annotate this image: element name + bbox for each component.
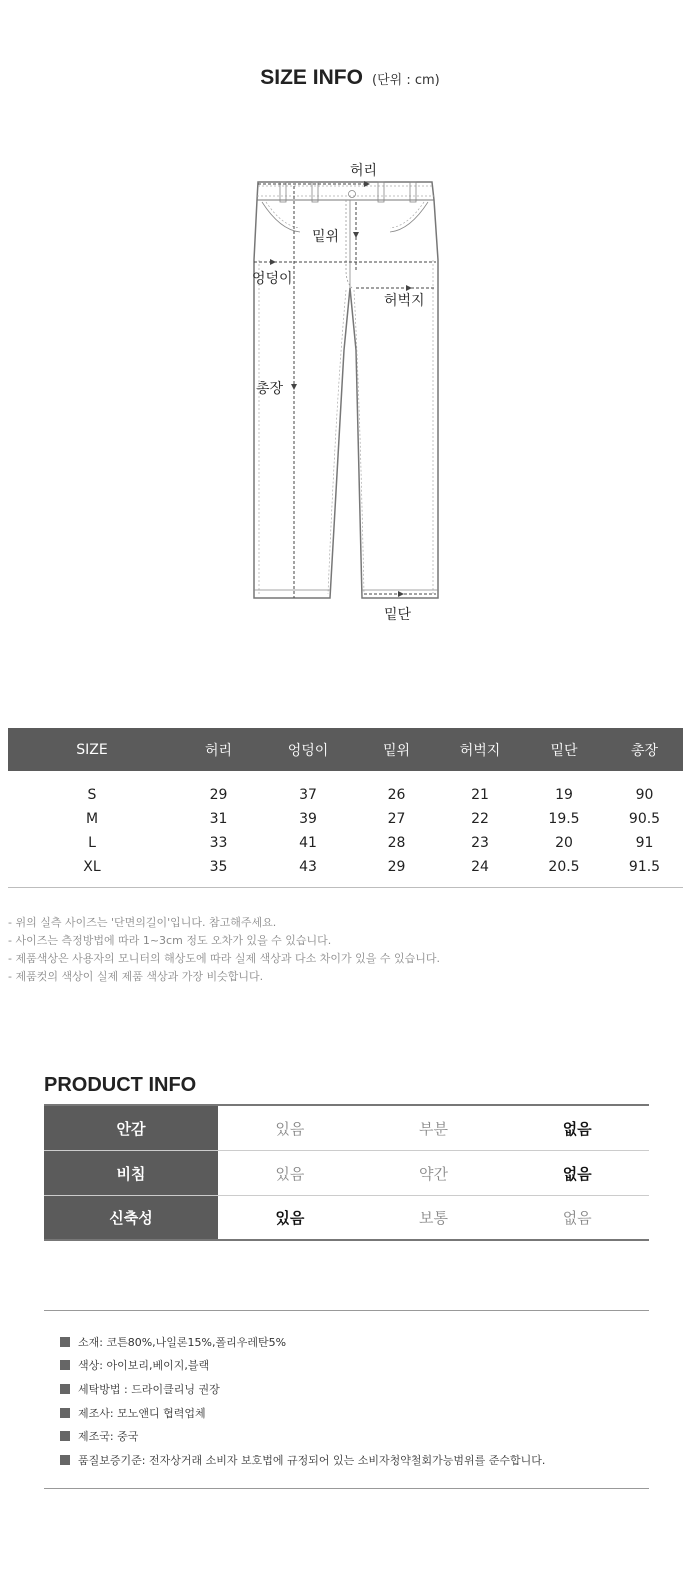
spec-text: 제조국: 중국 [78,1430,139,1444]
option: 약간 [419,1164,448,1183]
cell-hip: 43 [299,859,317,875]
table-row [8,855,683,879]
table-row [8,831,683,855]
cell-length: 90.5 [628,811,661,827]
size-info-title: SIZE INFO [260,66,363,89]
pants-measurement-diagram [240,150,460,630]
cell-waist: 35 [209,859,228,875]
cell-thigh: 21 [471,787,489,803]
option-selected: 없음 [562,1164,592,1183]
divider [44,1310,649,1311]
divider [8,887,683,888]
spec-item [60,1330,545,1354]
spec-text: 품질보증기준: 전자상거래 소비자 보호법에 규정되어 있는 소비자청약철회가능범위를 준수합니다. [78,1453,546,1467]
option: 있음 [275,1119,305,1138]
product-spec-list [60,1330,545,1472]
bullet-square-icon [60,1408,70,1418]
unit-label: (단위 : cm) [372,73,440,88]
cell-rise: 28 [387,835,406,851]
product-info-row-stretch [44,1196,649,1241]
cell-thigh: 23 [471,835,489,851]
spec-text: 제조사: 모노앤디 협력업체 [78,1406,206,1420]
length-label: 총장 [256,381,284,397]
cell-hip: 41 [299,835,317,851]
hip-label: 엉덩이 [252,271,293,287]
bullet-square-icon [60,1337,70,1347]
size-table [8,728,683,879]
cell-rise: 26 [387,787,406,803]
cell-hem: 19 [555,787,573,803]
rise-label: 밑위 [312,229,340,245]
spec-text: 소재: 코튼80%,나일론15%,폴리우레탄5% [78,1335,287,1349]
product-info-row-sheerness [44,1151,649,1196]
header-thigh: 허벅지 [459,742,501,759]
cell-hem: 19.5 [548,811,580,827]
product-info-row-lining [44,1106,649,1151]
header-hip: 엉덩이 [287,742,329,759]
table-row [8,783,683,807]
bullet-square-icon [60,1431,70,1441]
cell-rise: 29 [387,859,406,875]
spec-item [60,1424,545,1448]
row-label: 신축성 [44,1196,218,1239]
spec-item [60,1401,545,1425]
cell-length: 90 [635,787,654,803]
thigh-label: 허벅지 [384,293,425,309]
page-title [0,66,700,90]
cell-waist: 31 [209,811,228,827]
note-item: - 제품색상은 사용자의 모니터의 해상도에 따라 실제 색상과 다소 차이가 있을 수 있습니다. [8,952,440,965]
cell-hip: 39 [299,811,317,827]
option-selected: 없음 [562,1119,592,1138]
spec-item [60,1377,545,1401]
cell-length: 91.5 [628,859,661,875]
size-table-header [8,728,683,771]
note-item: - 제품컷의 색상이 실제 제품 색상과 가장 비슷합니다. [8,970,264,983]
option: 있음 [275,1164,305,1183]
cell-size: M [85,811,99,827]
bullet-square-icon [60,1455,70,1465]
note-item: - 사이즈는 측정방법에 따라 1~3cm 정도 오차가 있을 수 있습니다. [8,934,332,947]
cell-size: XL [83,859,101,875]
cell-hem: 20 [555,835,573,851]
cell-hem: 20.5 [548,859,580,875]
spec-item [60,1354,545,1378]
spec-text: 세탁방법 : 드라이클리닝 권장 [78,1382,220,1396]
header-size: SIZE [76,741,108,758]
cell-length: 91 [635,835,654,851]
cell-size: L [88,835,96,851]
row-label: 비침 [44,1151,218,1195]
cell-thigh: 22 [471,811,489,827]
header-waist: 허리 [204,742,233,759]
bullet-square-icon [60,1360,70,1370]
product-info-table [44,1104,649,1241]
table-row [8,807,683,831]
cell-waist: 33 [209,835,228,851]
spec-item [60,1448,545,1472]
divider [44,1488,649,1489]
row-label: 안감 [44,1106,218,1150]
size-notes [8,914,440,986]
cell-thigh: 24 [471,859,489,875]
waist-label: 허리 [350,163,378,179]
option: 부분 [419,1119,448,1138]
option-selected: 있음 [275,1209,305,1227]
header-length: 총장 [630,742,659,759]
header-hem: 밑단 [550,742,578,759]
header-rise: 밑위 [382,742,411,759]
option: 없음 [562,1209,592,1227]
cell-rise: 27 [387,811,406,827]
bullet-square-icon [60,1384,70,1394]
cell-size: S [87,787,97,803]
note-item: - 위의 실측 사이즈는 '단면의길이'입니다. 참고해주세요. [8,916,277,929]
cell-hip: 37 [299,787,317,803]
spec-text: 색상: 아이보리,베이지,블랙 [78,1359,210,1373]
option: 보통 [419,1209,448,1227]
product-info-title: PRODUCT INFO [44,1074,197,1096]
cell-waist: 29 [209,787,228,803]
hem-label: 밑단 [384,607,412,623]
